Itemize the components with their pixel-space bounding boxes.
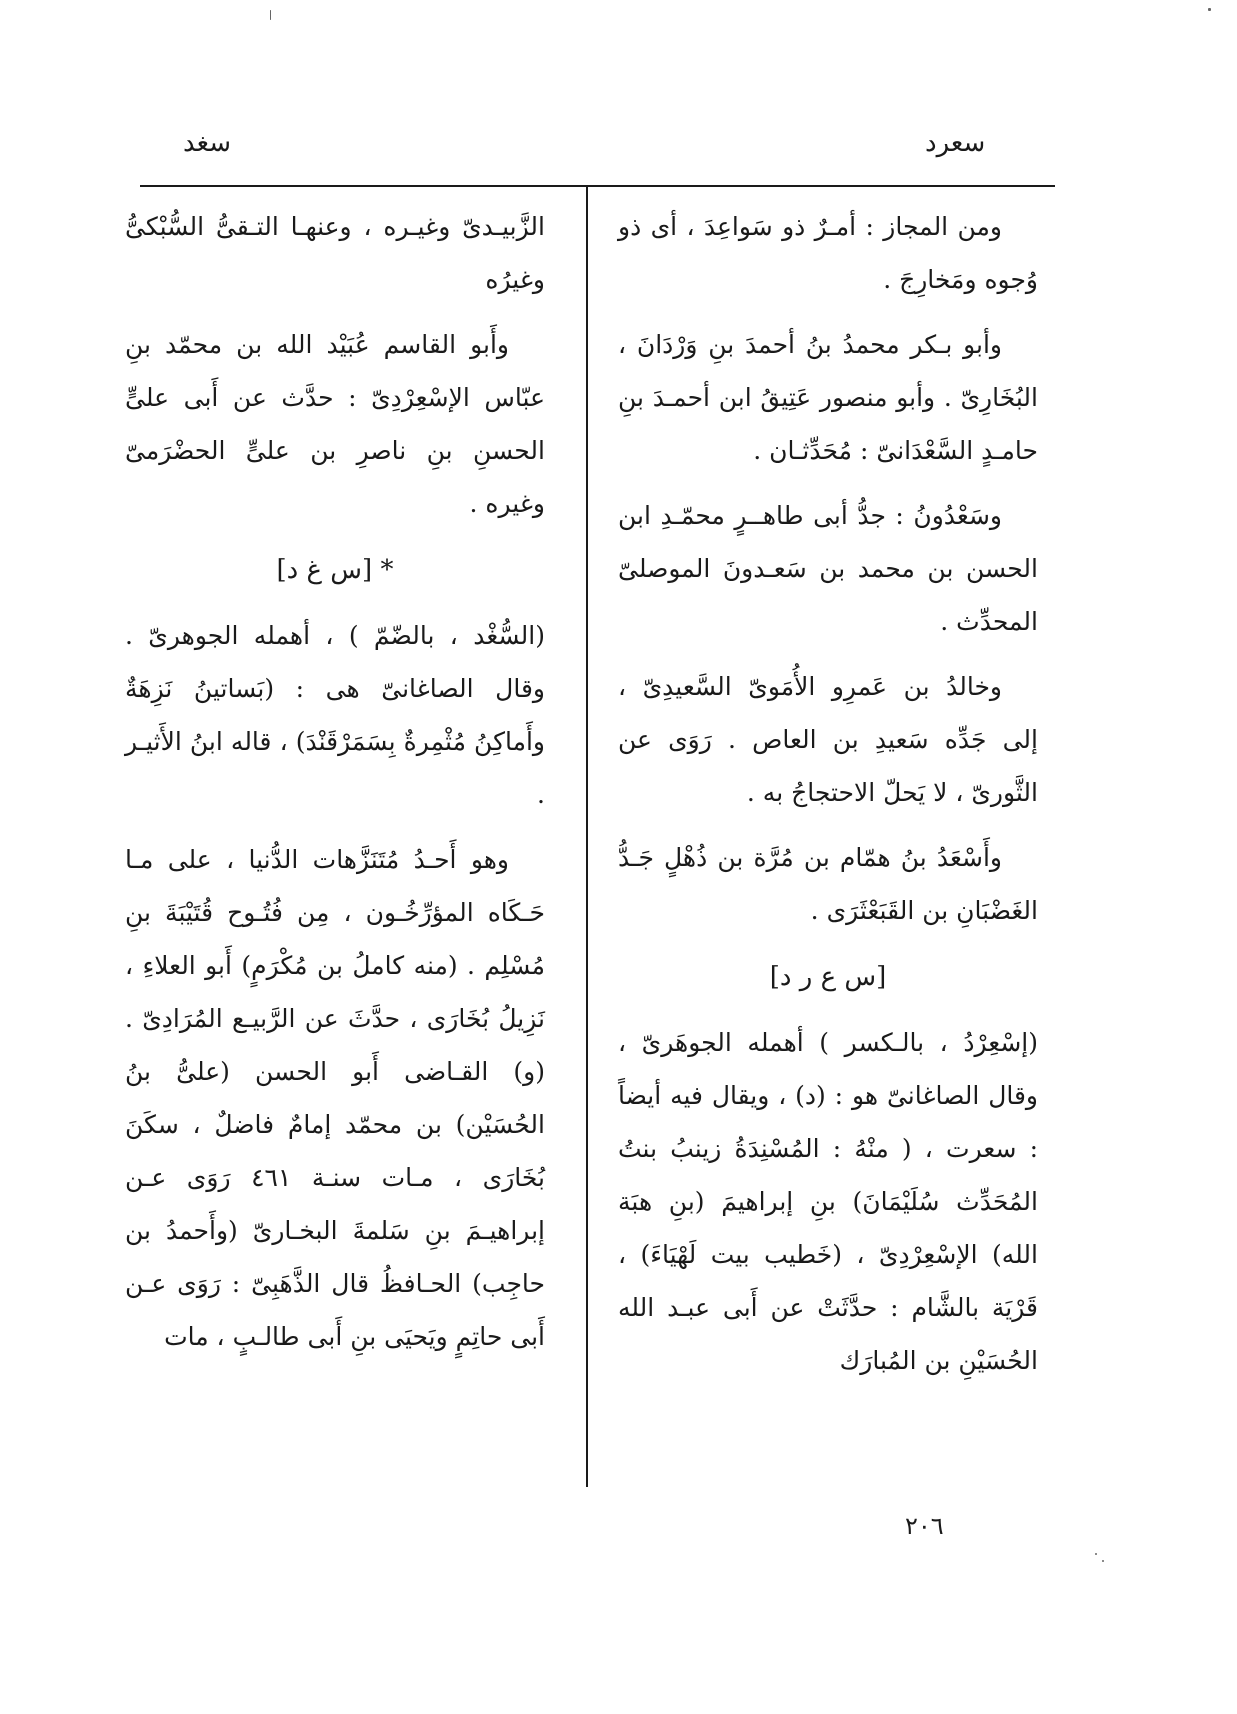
header-rule <box>140 185 1055 187</box>
paragraph: (إسْعِرْدُ ، بالـكسر ) أهمله الجوهَرىّ ، وقال الصاغانىّ هو : (د) ، ويقال فيه أيضاً : سعرت ، ( منْهُ : المُسْنِدَةُ زينبُ بنتُ المُحَدِّث سُلَيْمَانَ) بنِ إبراهيمَ (بنِ هبَة الله) الإسْعِرْدِىّ ، (خَطيب بيت لَهْيَاءَ) ، قَرْيَة بالشَّام : حدَّثَتْ عن أَبى عبـد الله الحُسَيْنِ بن المُبارَك <box>618 1028 1038 1375</box>
scan-speck <box>1102 1560 1104 1562</box>
page-number: ٢٠٦ <box>905 1512 944 1540</box>
paragraph: وأَبو القاسم عُبَيْد الله بن محمّد بنِ عبّاس الإسْعِرْدِىّ : حدَّث عن أَبى علىٍّ الحسنِ بنِ ناصرِ بن علىٍّ الحضْرَمىّ وغيره . <box>125 330 545 518</box>
paragraph: وأبو بـكر محمدُ بنُ أحمدَ بنِ وَرْدَانَ ، البُخَارِىّ . وأبو منصور عَتِيقُ ابن أحمـدَ بنِ حامـدٍ السَّعْدَانىّ : مُحَدِّثـان . <box>618 330 1038 465</box>
right-column <box>618 200 1038 1399</box>
entry-heading: [س ع ر د] <box>769 962 887 992</box>
scan-speck <box>1095 1553 1097 1555</box>
scan-speck <box>1208 8 1211 11</box>
column-divider <box>586 187 588 1487</box>
paragraph: ومن المجاز : أمـرٌ ذو سَواعِدَ ، أى ذو وُجوه ومَخارِجَ . <box>618 212 1038 294</box>
paragraph: (السُّغْد ، بالضّمّ ) ، أهمله الجوهرىّ . وقال الصاغانىّ هى : (بَساتينُ نَزِهَةٌ وأَماكِنُ مُثْمِرةٌ بِسَمَرْقَنْدَ) ، قاله ابنُ الأَثيـر . <box>125 621 545 809</box>
paragraph: الزَّبيـدىّ وغيـره ، وعنهـا التـقىُّ السُّبْكىُّ وغيرُه <box>125 212 545 294</box>
header-word-left: سغد <box>183 128 231 158</box>
paragraph: وسَعْدُونُ : جدُّ أبى طاهــرٍ محمّـدِ ابن الحسن بن محمد بن سَعـدونَ الموصلىّ المحدِّث . <box>618 501 1038 636</box>
paragraph: وهو أَحـدُ مُتَنَزَّهات الدُّنيا ، على مـا حَـكَاه المؤرِّخُـون ، مِن فُتُـوح قُتَيْبَةَ بنِ مُسْلِم . (منه كاملُ بن مُكْرَمٍ) أَبو العلاءِ ، نَزِيلُ بُخَارَى ، حدَّثَ عن الرَّبيـع المُرَادِىّ . (و) القـاضى أَبو الحسن (علىُّ بنُ الحُسَيْن) بن محمّد إمامٌ فاضلٌ ، سكَنَ بُخَارَى ، مـات سنـة ٤٦١ رَوَى عـن إبراهيـمَ بنِ سَلمةَ البخـارىّ (وأَحمدُ بن حاجِب) الحـافظُ قال الذَّهَبِىّ : رَوَى عـن أَبى حاتِمٍ ويَحيَى بنِ أَبى طالـبٍ ، مات <box>125 845 545 1351</box>
entry-heading: * [س غ د] <box>276 555 394 585</box>
paragraph: وأَسْعَدُ بنُ همّام بن مُرَّة بن ذُهْلٍ جَـدُّ الغَضْبَانِ بن القَبَعْثَرَى . <box>618 843 1038 925</box>
paragraph: وخالدُ بن عَمرِو الأُمَوىّ السَّعيدِىّ ، إلى جَدِّه سَعيدِ بن العاص . رَوَى عن الثَّورىّ ، لا يَحلّ الاحتجاجُ به . <box>618 672 1038 807</box>
left-column <box>125 200 545 1375</box>
scan-speck <box>270 10 271 20</box>
header-word-right: سعرد <box>925 128 986 158</box>
